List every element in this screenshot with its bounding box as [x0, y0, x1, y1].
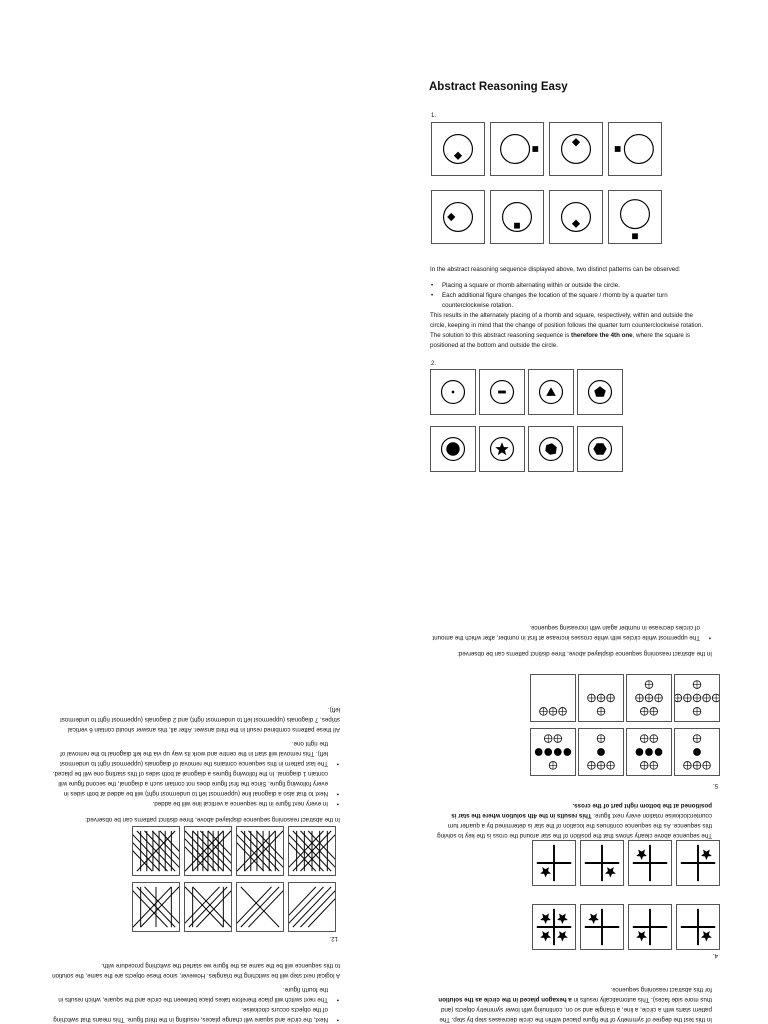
q12-answer-figure[interactable] [184, 882, 232, 932]
q1-bullet-list [430, 281, 706, 311]
q4-answer-figure[interactable] [676, 840, 720, 886]
q1-intro: In the abstract reasoning sequence displayed above, two distinct patterns can be observed: [430, 266, 681, 273]
q2-answer-figure-2[interactable] [479, 426, 525, 472]
q5-question-figure [578, 728, 624, 776]
left-bullet: • Next to that also a diagonal line (uppermost left to undermost right) will be added at both sides in every following figure. Since the first figure does not contain such a diagonal, the second figure will contain 1 diagonal. In the following figures a diagonal at both sides of this starting one will be placed. [50, 768, 340, 798]
q1-bullet: • Placing a square or rhomb alternating within or outside the circle. [430, 281, 706, 291]
q5-question-figure [674, 728, 720, 776]
q1-answer-figure-2[interactable] [490, 190, 544, 244]
q5-question-figure [626, 728, 672, 776]
question-4-number: 4. [712, 952, 718, 958]
page-title: Abstract Reasoning Easy [429, 81, 568, 93]
left-top-text: • Next, the circle and square will change places, resulting in the third figure. This means that switching of the objects occurs clockwise. • The next switch will place therefore takes place between the circle and the square, which results in the fourth figure. A logical next step will be switching the triangles. However, since these objects are the same, the solution to this sequence will be the same as the figure we started the switching procedure with. [50, 960, 340, 1024]
q1-answer-figure-4[interactable] [608, 190, 662, 244]
q4-answer-figure[interactable] [532, 840, 576, 886]
rotated-page [0, 512, 768, 1024]
q2-answer-figure-3[interactable] [528, 426, 574, 472]
q12-question-figure [288, 826, 336, 876]
q12-answer-figure[interactable] [288, 882, 336, 932]
q5-answer-figure[interactable] [626, 674, 672, 722]
q5-explanation: In the abstract reasoning sequence displayed above, three distinct patterns can be observed: • The uppermost white circles with white crosses increase at first in number, after which the amount of circles decrease in number again with increasing sequence. [432, 622, 712, 658]
q2-question-figure-1 [430, 369, 476, 415]
question-1-number: 1. [431, 113, 437, 119]
q12-question-figure [236, 826, 284, 876]
q1-solution-text: This results in the alternately placing of a rhomb and square, respectively, within and outside the circle, keeping in mind that the change of position follows the quarter turn counterclockwise rotation. The solution to this abstract reasoning sequence is therefore the 4th one, where the square is positioned at the bottom and outside the circle. [430, 312, 704, 349]
left-bullet: • The last pattern in this sequence contains the removal of diagonals (uppermost right to undermost left). This removal will start in the centre and work its way up via the left diagonal to the removal of the right one. [50, 738, 340, 768]
q4-question-figure [676, 904, 720, 950]
q4-answer-figure[interactable] [628, 840, 672, 886]
q4-answer-figure[interactable] [580, 840, 624, 886]
q5-question-figure [530, 728, 576, 776]
q1-question-figure-4 [608, 122, 662, 176]
q5-answer-figure[interactable] [674, 674, 720, 722]
q1-question-figure-2 [490, 122, 544, 176]
q1-question-figure-3 [549, 122, 603, 176]
q3-solution-text: In this test the degree of symmetry of the figure placed within the circle decreases step by step. The pattern starts with a circle, a line, a triangle and so on, continuing with lower symmetry objects (and thus more side faces). This automatically results in a hexagon placed in the circle as the solution for this abstract reasoning sequence. [438, 986, 712, 1023]
q2-answer-figure-4[interactable] [577, 426, 623, 472]
q4-question-figure [532, 904, 576, 950]
q1-answer-figure-1[interactable] [431, 190, 485, 244]
left-bullet: • Next, the circle and square will change places, resulting in the third figure. This means that switching of the objects occurs clockwise. [50, 1004, 340, 1024]
q4-question-figure [580, 904, 624, 950]
q12-answer-figure[interactable] [132, 882, 180, 932]
q5-bullet: • The uppermost white circles with white crosses increase at first in number, after which the amount of circles decrease in number again with increasing sequence. [432, 622, 712, 642]
q12-answer-figure[interactable] [236, 882, 284, 932]
q2-question-figure-3 [528, 369, 574, 415]
q12-question-figure [184, 826, 232, 876]
q1-answer-figure-3[interactable] [549, 190, 603, 244]
question-12-number: 12. [329, 935, 338, 941]
q4-solution-text: The sequence above clearly shows that the position of the star around the cross is the key to solving this sequence. As the sequence continues the location of the star is determined by a quarter turn counterclockwise rotation every next figure. This results in the 4th solution where the star is positioned at the bottom right part of the cross. [437, 802, 712, 839]
q1-bullet: • Each additional figure changes the location of the square / rhomb by a quarter turn counterclockwise rotation. [430, 291, 706, 311]
q5-answer-figure[interactable] [578, 674, 624, 722]
q2-question-figure-2 [479, 369, 525, 415]
q4-question-figure [628, 904, 672, 950]
left-bullet: • In every next figure in the sequence a vertical line will be added. [50, 798, 340, 808]
question-2-number: 2. [431, 361, 437, 367]
q1-question-figure-1 [431, 122, 485, 176]
q1-explanation [430, 265, 706, 351]
q2-answer-figure-1[interactable] [430, 426, 476, 472]
question-5-number: 5. [712, 782, 718, 788]
q12-question-figure [132, 826, 180, 876]
q2-question-figure-4 [577, 369, 623, 415]
left-bullet: • The next switch will place therefore takes place between the circle and the square, which results in the fourth figure. [50, 984, 340, 1004]
left-bottom-text: In the abstract reasoning sequence displayed above, three distinct patterns can be observed: • In every next figure in the sequence a vertical line will be added. • Next to that also a diagonal line (uppermost left to undermost right) will be added at both sides in every following figure. Since the first figure does not contain such a diagonal, the second figure will contain 1 diagonal. In the following figures a diagonal at both sides of this starting one will be placed. • The last pattern in this sequence contains the removal of diagonals (uppermost right to undermost left). This removal will start in the centre and work its way up via the left diagonal to the removal of the right one. All these patterns combined result in the third answer. After all, this answer should contain 6 vertical stripes, 7 diagonals (uppermost left to undermost right) and 2 diagonals (uppermost right to undermost left). [50, 704, 340, 824]
q5-answer-figure[interactable] [530, 674, 576, 722]
